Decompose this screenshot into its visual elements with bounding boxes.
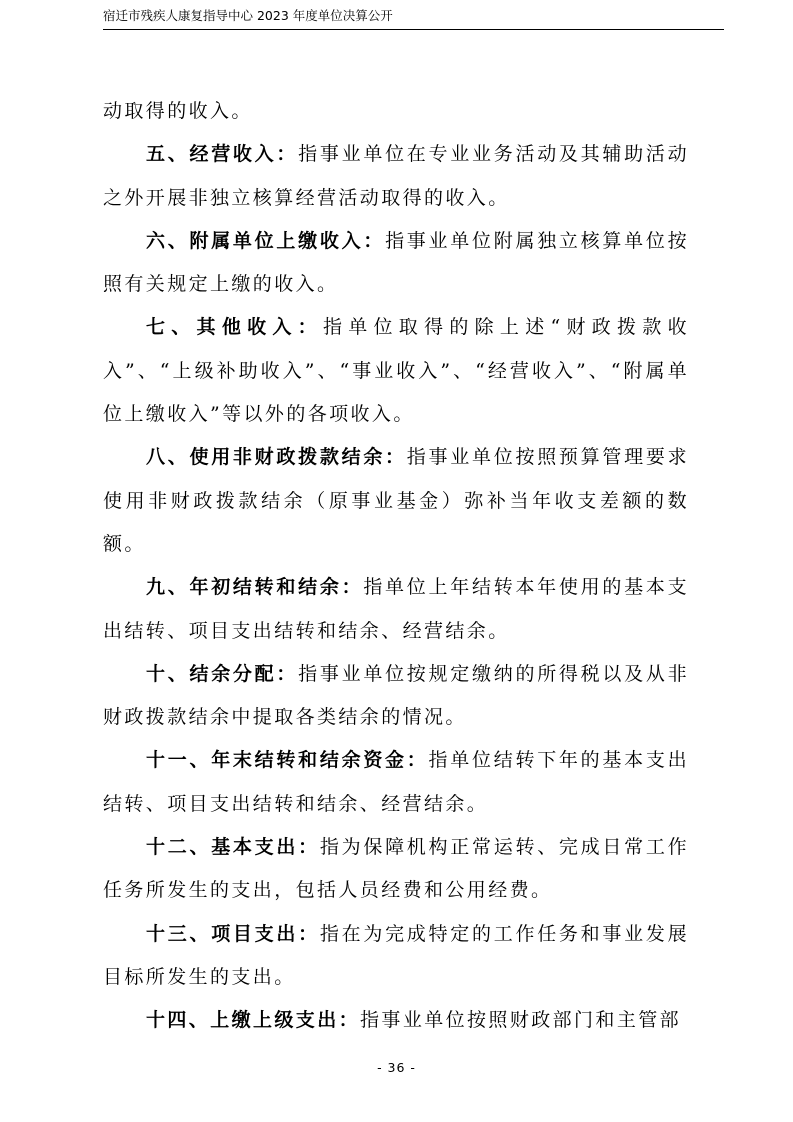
- paragraph-balance-distribution: [103, 653, 689, 740]
- paragraph-text: 指事业单位附属独立核算单位按照有关规定上缴的收入。: [103, 229, 689, 296]
- paragraph-project-expenditure: [103, 913, 689, 1000]
- paragraph-opening-carryover: [103, 566, 689, 653]
- paragraph-operating-income: [103, 133, 689, 220]
- term-heading: 十四、上缴上级支出：: [146, 1009, 361, 1032]
- paragraph-text: 指单位上年结转本年使用的基本支出结转、项目支出结转和结余、经营结余。: [103, 576, 689, 642]
- paragraph-closing-carryover: [103, 739, 689, 826]
- term-heading: 六、附属单位上缴收入：: [146, 229, 386, 252]
- paragraph-subsidiary-income: [103, 220, 689, 307]
- paragraph-text: 指单位结转下年的基本支出结转、项目支出结转和结余、经营结余。: [103, 749, 689, 815]
- paragraph-other-income: [103, 306, 689, 436]
- paragraph-text: 动取得的收入。: [103, 100, 253, 122]
- term-heading: 十一、年末结转和结余资金：: [146, 749, 429, 772]
- paragraph-remittance-expenditure: [103, 999, 689, 1042]
- paragraph-text: 指事业单位按照财政部门和主管部: [360, 1009, 682, 1032]
- term-heading: 十二、基本支出：: [146, 836, 320, 859]
- page-number: - 36 -: [377, 1060, 416, 1075]
- term-heading: 十三、项目支出：: [146, 922, 320, 945]
- term-heading: 八、使用非财政拨款结余：: [146, 446, 407, 469]
- header-divider: [103, 29, 724, 30]
- paragraph-basic-expenditure: [103, 826, 689, 913]
- document-body: [103, 90, 689, 1043]
- paragraph-non-fiscal-balance-use: [103, 436, 689, 566]
- paragraph-text: 指单位取得的除上述“财政拨款收入”、“上级补助收入”、“事业收入”、“经营收入”、“附属单位上缴收入”等以外的各项收入。: [103, 316, 689, 426]
- term-heading: 七、其他收入：: [146, 316, 323, 339]
- paragraph-text: 指为保障机构正常运转、完成日常工作任务所发生的支出，包括人员经费和公用经费。: [103, 836, 689, 902]
- term-heading: 十、结余分配：: [146, 662, 299, 685]
- paragraph-text: 指事业单位在专业业务活动及其辅助活动之外开展非独立核算经营活动取得的收入。: [103, 143, 689, 209]
- paragraph-text: 指在为完成特定的工作任务和事业发展目标所发生的支出。: [103, 922, 689, 988]
- term-heading: 五、经营收入：: [146, 143, 299, 166]
- term-heading: 九、年初结转和结余：: [146, 576, 364, 599]
- paragraph-text: 指事业单位按照预算管理要求使用非财政拨款结余（原事业基金）弥补当年收支差额的数额。: [103, 446, 689, 555]
- paragraph-text: 指事业单位按规定缴纳的所得税以及从非财政拨款结余中提取各类结余的情况。: [103, 662, 689, 729]
- paragraph-continuation: [103, 90, 689, 133]
- page-header-title: 宿迁市残疾人康复指导中心 2023 年度单位决算公开: [103, 8, 393, 23]
